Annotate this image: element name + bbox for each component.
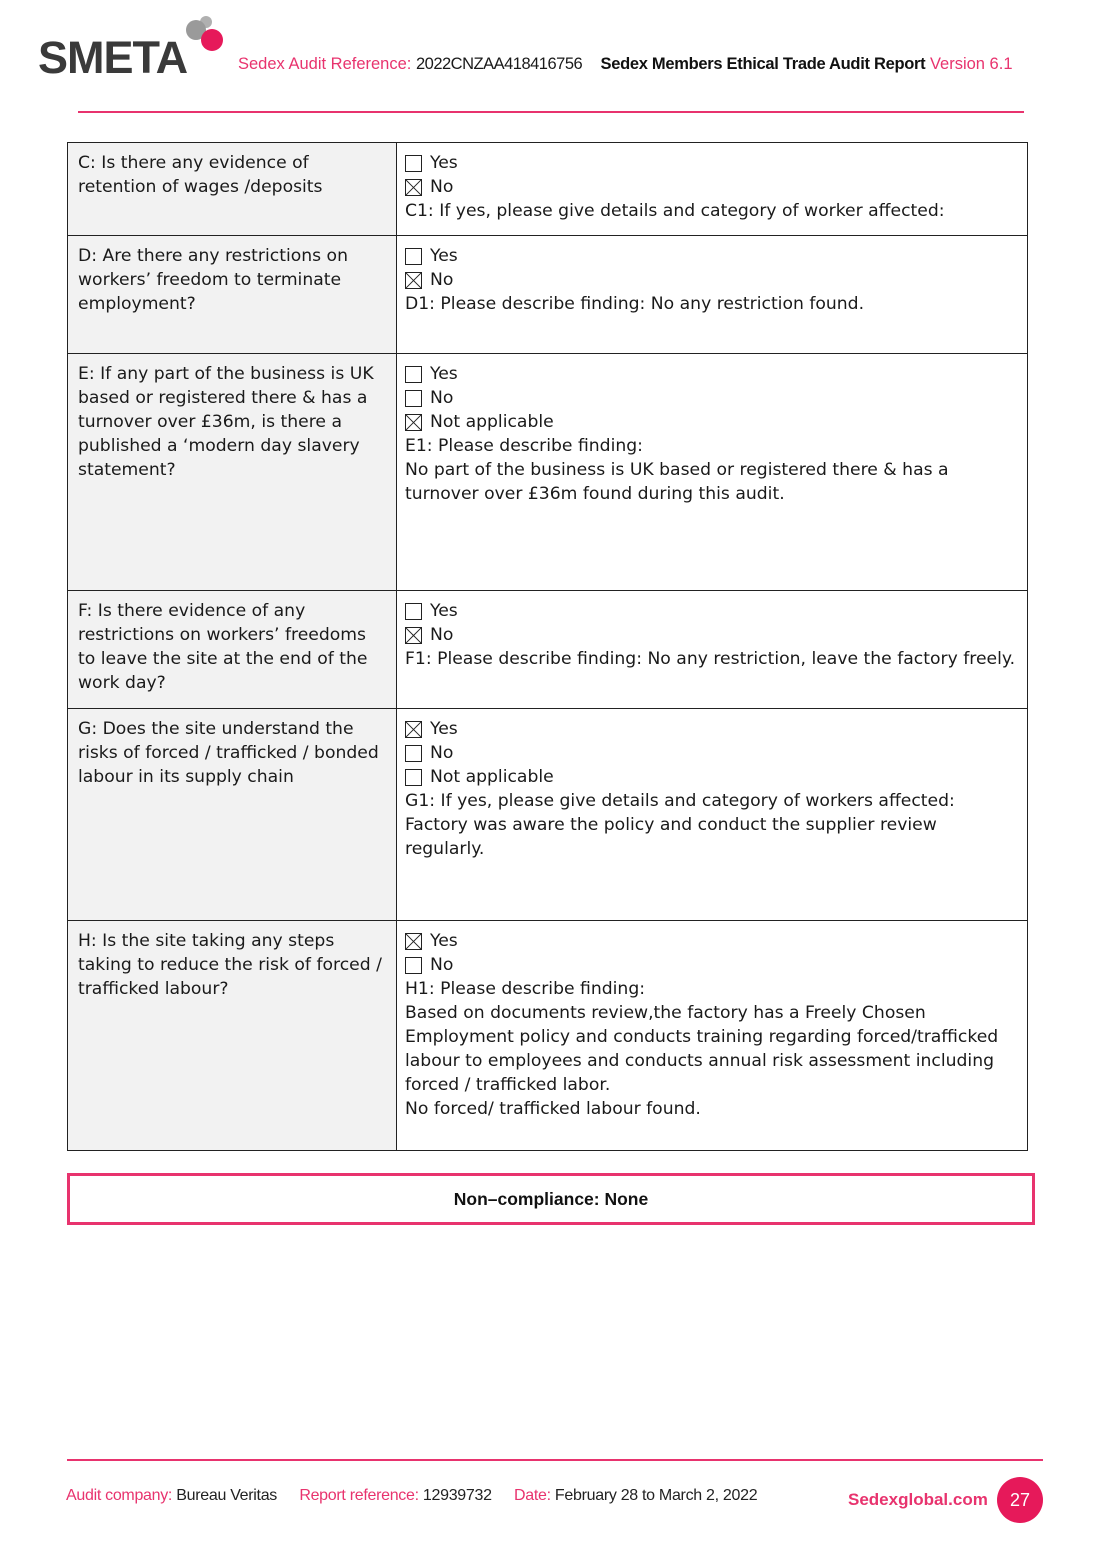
audit-company-value: Bureau Veritas: [176, 1487, 278, 1504]
option-label: No: [430, 177, 454, 197]
question-cell: [68, 143, 397, 236]
report-version: Version 6.1: [929, 55, 1013, 73]
answer-option: [405, 244, 1019, 268]
answer-option: [405, 268, 1019, 292]
question-text: F: Is there evidence of any restrictions on workers’ freedoms to leave the site at the end of the work day?: [78, 601, 368, 693]
question-row: [68, 709, 1028, 921]
report-ref-label: Report reference:: [299, 1487, 419, 1504]
answer-cell: [397, 591, 1028, 709]
checked-box-icon[interactable]: [405, 414, 422, 431]
report-title: Sedex Members Ethical Trade Audit Report: [600, 55, 926, 73]
page-header: [0, 0, 1102, 120]
audit-ref-label: Sedex Audit Reference:: [238, 55, 412, 73]
finding-text: F1: Please describe finding: No any restriction, leave the factory freely.: [405, 649, 1016, 669]
option-label: No: [430, 743, 454, 763]
question-text: D: Are there any restrictions on workers’ freedom to terminate employment?: [78, 246, 348, 314]
option-label: No: [430, 955, 454, 975]
option-label: Not applicable: [430, 767, 554, 787]
header-reference-line: [238, 55, 1013, 74]
answer-option: [405, 953, 1019, 977]
question-cell: [68, 354, 397, 591]
answer-option: [405, 717, 1019, 741]
option-label: Yes: [430, 364, 458, 384]
answer-option: [405, 175, 1019, 199]
checked-box-icon[interactable]: [405, 627, 422, 644]
option-label: Yes: [430, 246, 458, 266]
audit-company-label: Audit company:: [66, 1487, 173, 1504]
empty-checkbox-icon[interactable]: [405, 390, 422, 407]
answer-cell: [397, 236, 1028, 354]
answer-cell: [397, 143, 1028, 236]
footer-divider: [67, 1459, 1043, 1461]
checked-box-icon[interactable]: [405, 721, 422, 738]
answer-option: [405, 151, 1019, 175]
page-footer: [66, 1487, 757, 1505]
option-label: Not applicable: [430, 412, 554, 432]
non-compliance-box: Non–compliance: None: [67, 1173, 1035, 1225]
report-ref-value: 12939732: [422, 1487, 492, 1504]
finding-text: E1: Please describe finding: No part of the business is UK based or registered there & has a turnover over £36m found during this audit.: [405, 436, 949, 504]
answer-option: [405, 362, 1019, 386]
checked-box-icon[interactable]: [405, 933, 422, 950]
checked-box-icon[interactable]: [405, 272, 422, 289]
page-number-badge: 27: [997, 1477, 1043, 1523]
question-row: [68, 591, 1028, 709]
empty-checkbox-icon[interactable]: [405, 745, 422, 762]
question-row: [68, 921, 1028, 1151]
finding-text: D1: Please describe finding: No any restriction found.: [405, 294, 865, 314]
header-divider: [78, 111, 1024, 113]
empty-checkbox-icon[interactable]: [405, 366, 422, 383]
empty-checkbox-icon[interactable]: [405, 769, 422, 786]
option-label: No: [430, 388, 454, 408]
option-label: Yes: [430, 153, 458, 173]
logo-text: SMETA: [38, 32, 188, 83]
empty-checkbox-icon[interactable]: [405, 155, 422, 172]
finding-text: C1: If yes, please give details and category of worker affected:: [405, 201, 945, 221]
question-row: [68, 143, 1028, 236]
question-cell: [68, 921, 397, 1151]
audit-ref-value: 2022CNZAA418416756: [415, 55, 583, 73]
answer-option: [405, 386, 1019, 410]
question-row: [68, 236, 1028, 354]
answer-cell: [397, 354, 1028, 591]
answer-option: [405, 765, 1019, 789]
option-label: No: [430, 270, 454, 290]
date-label: Date:: [514, 1487, 551, 1504]
question-text: E: If any part of the business is UK based or registered there & has a turnover over £36m, is there a published a ‘modern day slavery statement?: [78, 364, 374, 480]
question-cell: [68, 591, 397, 709]
option-label: Yes: [430, 601, 458, 621]
answer-cell: [397, 709, 1028, 921]
option-label: Yes: [430, 719, 458, 739]
option-label: Yes: [430, 931, 458, 951]
answer-option: [405, 741, 1019, 765]
option-label: No: [430, 625, 454, 645]
forced-labour-table: [67, 142, 1028, 1151]
answer-cell: [397, 921, 1028, 1151]
finding-text: H1: Please describe finding: Based on documents review,the factory has a Freely Chosen Employment policy and conducts training regarding forced/trafficked labour to employees and conducts annual risk assessment including forced / trafficked labor. No forced/ trafficked labour found.: [405, 979, 999, 1119]
sedex-site-link[interactable]: Sedexglobal.com: [848, 1490, 988, 1509]
answer-option: [405, 599, 1019, 623]
finding-text: G1: If yes, please give details and category of workers affected: Factory was aware the policy and conduct the supplier review regularly.: [405, 791, 955, 859]
question-cell: [68, 709, 397, 921]
question-row: [68, 354, 1028, 591]
empty-checkbox-icon[interactable]: [405, 248, 422, 265]
answer-option: [405, 623, 1019, 647]
answer-option: [405, 929, 1019, 953]
answer-option: [405, 410, 1019, 434]
question-text: H: Is the site taking any steps taking to reduce the risk of forced / trafficked labour?: [78, 931, 382, 999]
empty-checkbox-icon[interactable]: [405, 957, 422, 974]
question-cell: [68, 236, 397, 354]
question-text: G: Does the site understand the risks of forced / trafficked / bonded labour in its supply chain: [78, 719, 379, 787]
empty-checkbox-icon[interactable]: [405, 603, 422, 620]
checked-box-icon[interactable]: [405, 179, 422, 196]
question-text: C: Is there any evidence of retention of wages /deposits: [78, 153, 323, 197]
date-value: February 28 to March 2, 2022: [554, 1487, 758, 1504]
logo-dot-pink: [201, 29, 223, 51]
